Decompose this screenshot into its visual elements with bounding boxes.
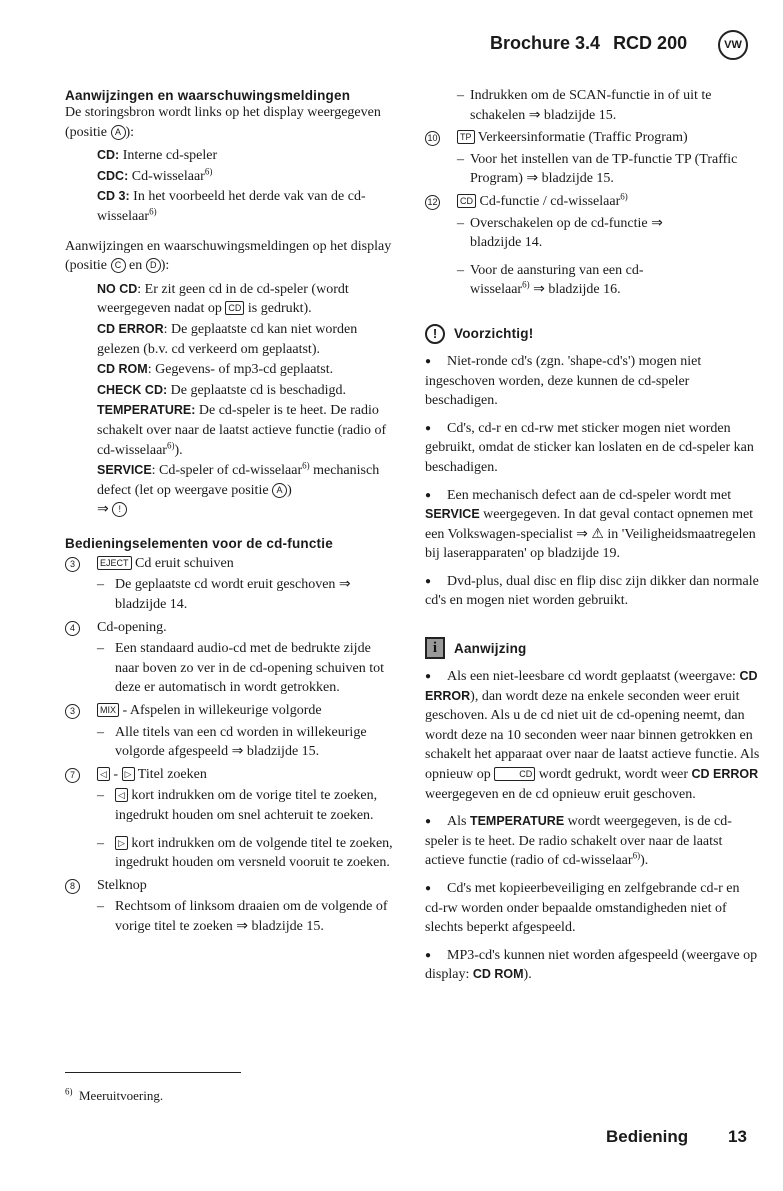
cd-key-icon: CD [494, 767, 535, 781]
info-icon: i [425, 637, 445, 659]
list-subitem: – ▷ kort indrukken om de volgende titel te zoeken, ingedrukt houden om versneld vooruit te zoeken. [65, 834, 395, 873]
list-subitem: – Voor het instellen van de TP-functie TP (Traffic Program) ⇒ bladzijde 15. [425, 150, 760, 189]
message-cderror: CD ERROR: De geplaatste cd kan niet worden gelezen (b.v. cd verkeerd om geplaatst). [97, 321, 358, 357]
caution-bullet: ● Cd's, cd-r en cd-rw met sticker mogen niet worden gebruikt, omdat de sticker kan loslaten en de cd-speler kan beschadigen. [425, 419, 760, 478]
footnote-divider [65, 1072, 241, 1073]
paragraph: De storingsbron wordt links op het display weergegeven (positie A ): [65, 105, 381, 140]
list-subitem: – Een standaard audio-cd met de bedrukte zijde naar boven zo ver in de cd-opening schuiven tot deze er automatisch in wordt getrokken. [65, 639, 395, 698]
brochure-title: Brochure 3.4 [490, 33, 601, 53]
next-key-icon: ▷ [115, 836, 128, 850]
control-item: 3 EJECT Cd eruit schuiven [65, 554, 395, 574]
list-subitem: – Overschakelen op de cd-functie ⇒ bladzijde 14. [425, 214, 760, 253]
control-item: 4 Cd-opening. [65, 618, 395, 638]
caution-bullet: ● Dvd-plus, dual disc en flip disc zijn dikker dan normale cd's en mogen niet worden gebruikt. [425, 572, 760, 611]
message-cdrom: CD ROM: Gegevens- of mp3-cd geplaatst. [97, 362, 334, 378]
position-marker-icon: A [272, 483, 287, 498]
definition: CD 3: In het voorbeeld het derde vak van de cd-wisselaar$^{6)}$ [97, 189, 366, 224]
list-subitem: – Indrukken om de SCAN-functie in of uit te schakelen ⇒ bladzijde 15. [425, 86, 760, 125]
note-bullet: ● MP3-cd's kunnen niet worden afgespeeld (weergave op display: CD ROM). [425, 946, 760, 985]
footnote: $^{6)}$ Meeruitvoering. [65, 1086, 164, 1103]
note-heading: i Aanwijzing [425, 637, 760, 659]
list-subitem: – ◁ kort indrukken om de vorige titel te zoeken, ingedrukt houden om snel achteruit te zoeken. [65, 786, 395, 825]
previous-key-icon: ◁ [97, 767, 110, 781]
right-column [425, 84, 760, 985]
caution-bullet: ● Een mechanisch defect aan de cd-speler wordt met SERVICE weergegeven. In dat geval contact opnemen met een Volkswagen-specialist ⇒ ⚠ in 'Veiligheidsmaatregelen bij laserapparaten' op bladzijde 19. [425, 486, 760, 564]
section-heading: Bedieningselementen voor de cd-functie [65, 535, 333, 551]
caution-bullet: ● Niet-ronde cd's (zgn. 'shape-cd's') mogen niet ingeschoven worden, deze kunnen de cd-speler beschadigen. [425, 352, 760, 411]
position-marker-icon: C [111, 258, 126, 273]
note-bullet: ● Als een niet-leesbare cd wordt geplaatst (weergave: CD ERROR), dan wordt deze na enkele seconden weer eruit geschoven. Als u de cd niet uit de cd-opening neemt, dan wordt deze na 10 seconden weer naar binnen getrokken en schakelt het apparaat over naar de laatst actieve functie. Als opnieuw op CD wordt gedrukt, wordt weer CD ERROR weergegeven en de cd opnieuw eruit geschoven. [425, 667, 760, 804]
message-checkcd: CHECK CD: De geplaatste cd is beschadigd. [97, 382, 346, 398]
control-item: 8 Stelknop [65, 876, 395, 896]
list-subitem: – De geplaatste cd wordt eruit geschoven ⇒ bladzijde 14. [65, 575, 395, 614]
position-marker-icon: D [146, 258, 161, 273]
control-item: 10 TP Verkeersinformatie (Traffic Program) [425, 128, 760, 148]
cd-key-icon: CD [457, 194, 476, 208]
message-service: SERVICE: Cd-speler of cd-wisselaar$^{6)}$ mechanisch defect (let op weergave positie A ) ⇒ ! [97, 460, 380, 518]
message-list [97, 280, 395, 520]
note-bullet: ● Als TEMPERATURE wordt weergegeven, is de cd-speler is te heet. De radio schakelt over naar de laatst actieve functie (radio of cd-wisselaar$^{6)}$). [425, 812, 760, 871]
control-item: 7 ◁ - ▷ Titel zoeken [65, 765, 395, 785]
note-bullet: ● Cd's met kopieerbeveiliging en zelfgebrande cd-r en cd-rw worden onder bepaalde omstandigheden niet of slechts beperkt afgespeeld. [425, 879, 760, 938]
mix-key-icon: MIX [97, 703, 119, 717]
definition: CDC: Cd-wisselaar$^{6)}$ [97, 166, 213, 184]
page-number: 13 [728, 1127, 747, 1146]
caution-icon: ! [112, 502, 127, 517]
cd-key-icon: CD [225, 301, 244, 315]
paragraph: Aanwijzingen en waarschuwingsmeldingen op het display (positie C en D ): [65, 238, 392, 274]
page-header [490, 34, 695, 54]
list-subitem: – Alle titels van een cd worden in willekeurige volgorde afgespeeld ⇒ bladzijde 15. [65, 723, 395, 762]
control-item: 12 CD Cd-functie / cd-wisselaar$^{6)}$ [425, 192, 760, 212]
list-subitem: – Voor de aansturing van een cd-wisselaar$^{6)}$ ⇒ bladzijde 16. [425, 261, 760, 300]
list-subitem: – Rechtsom of linksom draaien om de volgende of vorige titel te zoeken ⇒ bladzijde 15. [65, 897, 395, 936]
definition-list [97, 146, 395, 226]
section-heading: Aanwijzingen en waarschuwingsmeldingen [65, 88, 351, 103]
model-name: RCD 200 [613, 33, 688, 53]
caution-icon: ! [425, 324, 445, 344]
position-marker-icon: A [111, 125, 126, 140]
caution-heading: ! Voorzichtig! [425, 324, 760, 344]
previous-key-icon: ◁ [115, 788, 128, 802]
eject-key-icon: EJECT [97, 556, 132, 570]
section-name: Bediening [606, 1127, 689, 1146]
vw-logo-icon: VW [718, 30, 748, 60]
left-column [65, 88, 395, 937]
warning-triangle-icon: ⚠ [591, 526, 604, 542]
tp-key-icon: TP [457, 130, 475, 144]
message-temperature: TEMPERATURE: De cd-speler is te heet. De radio schakelt over naar de laatst actieve functie (radio of cd-wisselaar$^{6)}$). [97, 403, 387, 458]
message-nocd: NO CD: Er zit geen cd in de cd-speler (wordt weergegeven nadat op CD is gedrukt). [97, 281, 349, 317]
definition: CD: Interne cd-speler [97, 148, 218, 164]
next-key-icon: ▷ [122, 767, 135, 781]
control-item: 3 MIX - Afspelen in willekeurige volgorde [65, 701, 395, 721]
